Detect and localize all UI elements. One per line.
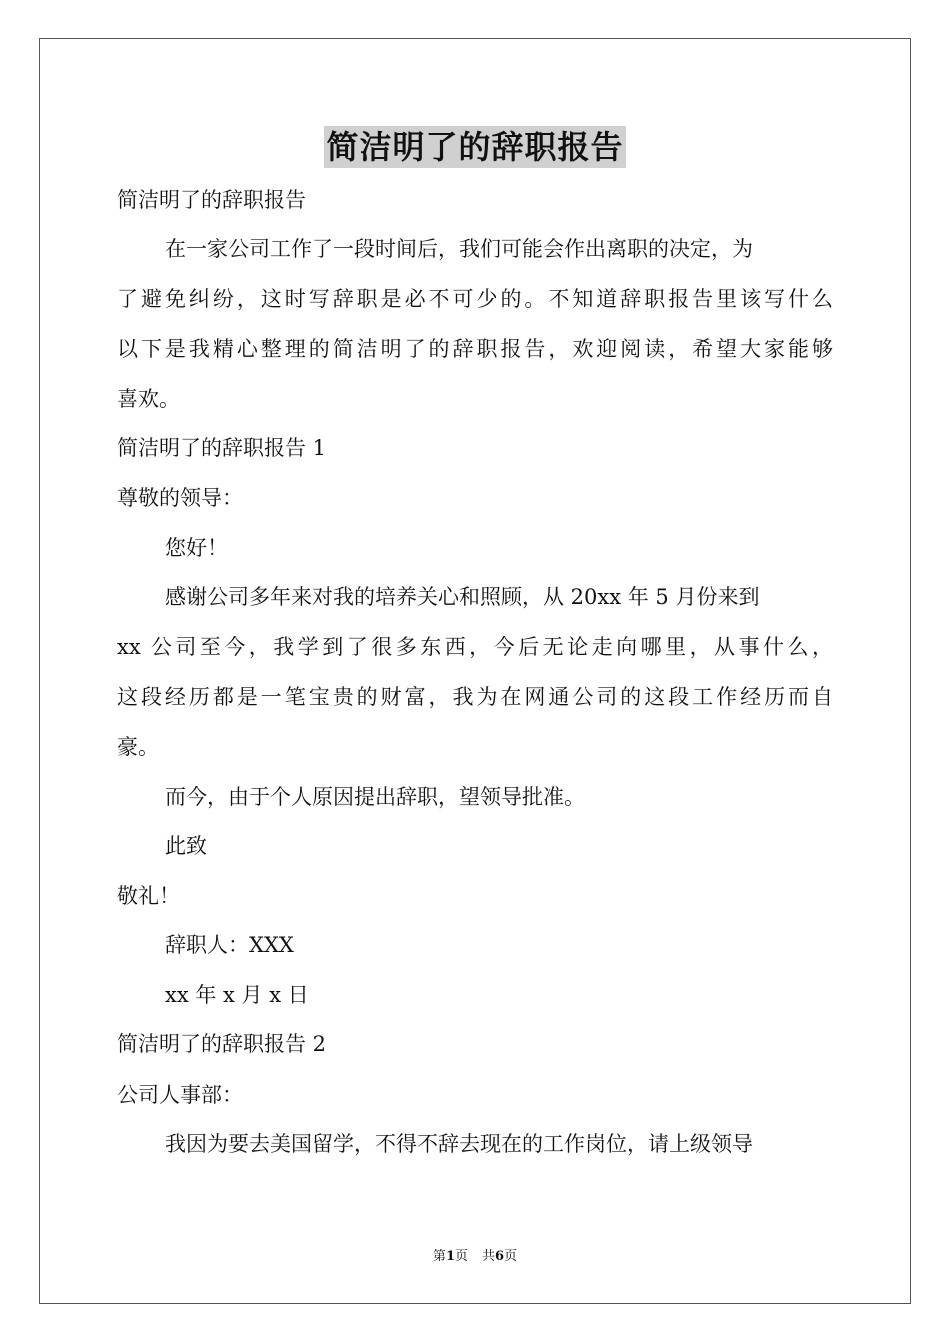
- section1-greeting: 您好！: [165, 536, 228, 560]
- section1-para1-line-3: 这段经历都是一笔宝贵的财富，我为在网通公司的这段工作经历而自: [117, 685, 833, 709]
- section1-para1-line-2: xx 公司至今，我学到了很多东西，今后无论走向哪里，从事什么，: [117, 635, 833, 659]
- section1-date: xx 年 x 月 x 日: [165, 983, 309, 1007]
- section1-closing2: 敬礼！: [117, 884, 180, 908]
- section1-heading: 简洁明了的辞职报告 1: [117, 436, 327, 460]
- title-wrap: [0, 126, 950, 168]
- section1-closing1: 此致: [165, 834, 207, 858]
- footer-page-current: 1: [445, 1249, 455, 1264]
- page-border: [39, 38, 911, 1304]
- document-title: 简洁明了的辞职报告: [326, 128, 624, 166]
- footer-total-prefix: 共: [482, 1249, 496, 1264]
- intro-line-1: 在一家公司工作了一段时间后，我们可能会作出离职的决定，为: [165, 237, 753, 261]
- section1-salutation: 尊敬的领导：: [117, 486, 243, 510]
- section1-para2: 而今，由于个人原因提出辞职，望领导批准。: [165, 785, 585, 809]
- intro-line-3: 以下是我精心整理的简洁明了的辞职报告，欢迎阅读，希望大家能够: [117, 337, 833, 361]
- footer-page-prefix: 第: [432, 1249, 446, 1264]
- footer-page-total: 6: [495, 1249, 505, 1264]
- section2-salutation: 公司人事部：: [117, 1083, 243, 1107]
- document-subtitle: 简洁明了的辞职报告: [117, 188, 306, 212]
- page-footer: [0, 1248, 950, 1266]
- section1-para1-line-1: 感谢公司多年来对我的培养关心和照顾，从 20xx 年 5 月份来到: [165, 585, 760, 609]
- section1-signer: 辞职人：XXX: [165, 933, 294, 957]
- footer-total-label: 页: [504, 1249, 518, 1264]
- intro-line-2: 了避免纠纷，这时写辞职是必不可少的。不知道辞职报告里该写什么: [117, 287, 833, 311]
- section2-heading: 简洁明了的辞职报告 2: [117, 1032, 327, 1056]
- section1-para1-line-4: 豪。: [117, 735, 159, 759]
- footer-page-label: 页: [454, 1249, 468, 1264]
- intro-line-4: 喜欢。: [117, 387, 180, 411]
- section2-para1: 我因为要去美国留学，不得不辞去现在的工作岗位，请上级领导: [165, 1132, 753, 1156]
